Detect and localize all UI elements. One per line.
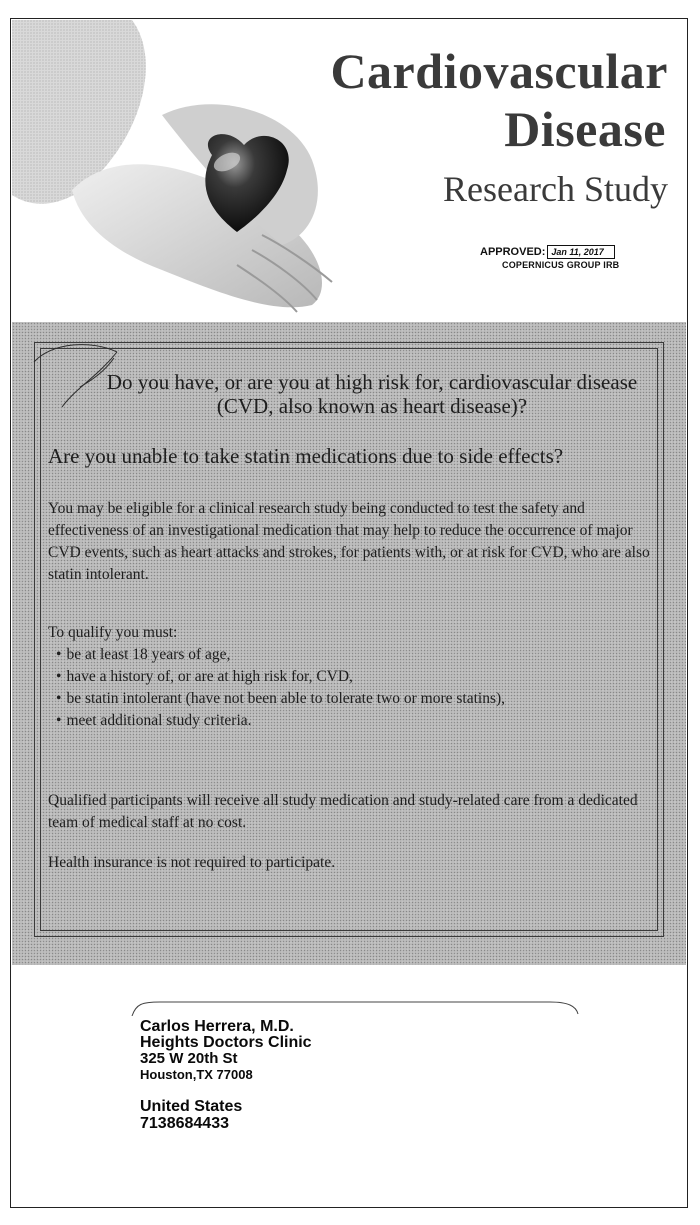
title-line-1: Cardiovascular	[330, 43, 668, 99]
contact-phone: 7138684433	[140, 1115, 229, 1132]
subtitle: Research Study	[443, 169, 668, 209]
contact-street: 325 W 20th St	[140, 1050, 238, 1067]
criteria-list	[48, 644, 663, 732]
contact-block	[140, 1018, 312, 1132]
question-cvd: Do you have, or are you at high risk for, cardiovascular disease (CVD, also known as heart disease)?	[106, 370, 638, 418]
contact-name: Carlos Herrera, M.D.	[140, 1018, 294, 1035]
approval-stamp	[480, 245, 619, 271]
hands-holding-heart-image	[12, 20, 372, 320]
qualification-section	[48, 622, 663, 732]
qualify-intro: To qualify you must:	[48, 624, 178, 641]
approval-label: APPROVED:	[480, 245, 546, 258]
criteria-item: • have a history of, or are at high risk for, CVD,	[56, 666, 663, 688]
info-panel	[12, 322, 686, 965]
contact-city: Houston,TX 77008	[140, 1067, 253, 1082]
address-divider-curve	[130, 1000, 580, 1016]
question-statin: Are you unable to take statin medications due to side effects?	[48, 444, 564, 468]
header	[12, 20, 686, 320]
title-line-2: Disease	[504, 101, 666, 157]
contact-clinic: Heights Doctors Clinic	[140, 1034, 312, 1051]
insurance-note: Health insurance is not required to participate.	[48, 854, 336, 871]
contact-country: United States	[140, 1098, 243, 1115]
criteria-item: • meet additional study criteria.	[56, 710, 663, 732]
benefits-paragraph: Qualified participants will receive all study medication and study-related care from a dedicated team of medical staff at no cost.	[48, 792, 638, 831]
approval-date: Jan 11, 2017	[547, 245, 614, 259]
criteria-item: • be at least 18 years of age,	[56, 644, 663, 666]
eligibility-paragraph: You may be eligible for a clinical research study being conducted to test the safety and effectiveness of an investigational medication that may help to reduce the occurrence of major CVD events, such as heart attacks and strokes, for patients with, or at risk for CVD, who are also statin intolerant.	[48, 500, 650, 583]
criteria-item: • be statin intolerant (have not been able to tolerate two or more statins),	[56, 688, 663, 710]
approval-board: COPERNICUS GROUP IRB	[502, 260, 620, 270]
